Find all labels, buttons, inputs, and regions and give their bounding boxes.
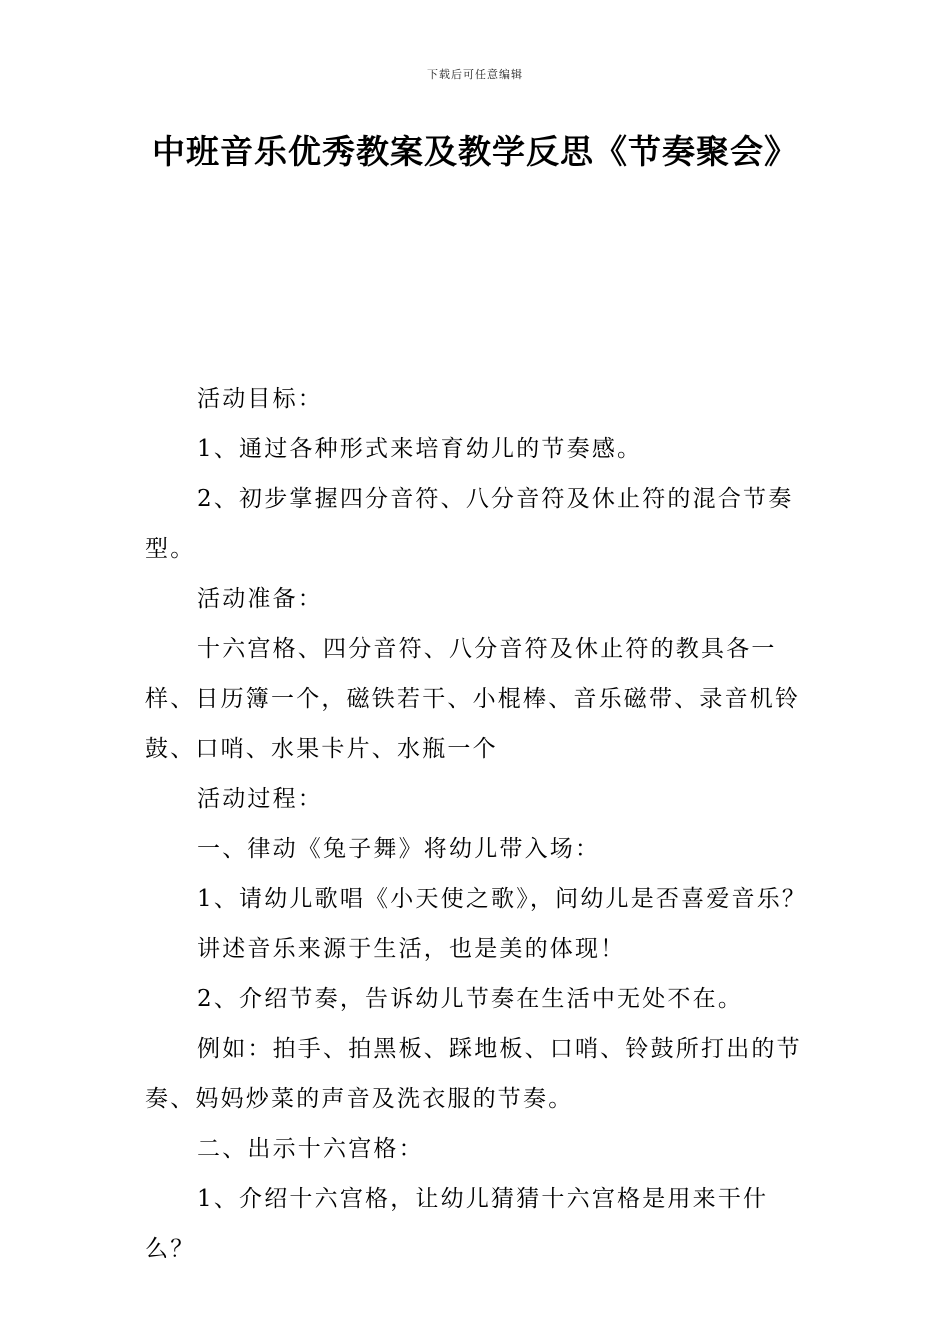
section-heading-preparation: 活动准备：: [197, 586, 323, 612]
paragraph: 一、律动《兔子舞》将幼儿带入场：: [197, 836, 601, 862]
paragraph: 1、通过各种形式来培育幼儿的节奏感。: [197, 436, 643, 462]
paragraph: 二、出示十六宫格：: [197, 1136, 424, 1162]
paragraph: 讲述音乐来源于生活，也是美的体现！: [197, 936, 626, 962]
document-body: [145, 374, 810, 1274]
section-heading-objectives: 活动目标：: [197, 386, 323, 412]
document-title: 中班音乐优秀教案及教学反思《节奏聚会》: [152, 132, 798, 171]
paragraph: 1、请幼儿歌唱《小天使之歌》，问幼儿是否喜爱音乐？: [197, 886, 808, 912]
paragraph: 例如：拍手、拍黑板、踩地板、口哨、铃鼓所打出的节奏、妈妈炒菜的声音及洗衣服的节奏。: [145, 1036, 802, 1112]
paragraph: 2、初步掌握四分音符、八分音符及休止符的混合节奏型。: [145, 486, 794, 562]
header-note: 下载后可任意编辑: [427, 68, 523, 81]
paragraph: 2、介绍节奏，告诉幼儿节奏在生活中无处不在。: [197, 986, 744, 1012]
paragraph: 十六宫格、四分音符、八分音符及休止符的教具各一样、日历簿一个，磁铁若干、小棍棒、音乐磁带、录音机铃鼓、口哨、水果卡片、水瓶一个: [145, 636, 801, 762]
section-heading-process: 活动过程：: [197, 786, 323, 812]
paragraph: 1、介绍十六宫格，让幼儿猜猜十六宫格是用来干什么？: [145, 1186, 769, 1262]
